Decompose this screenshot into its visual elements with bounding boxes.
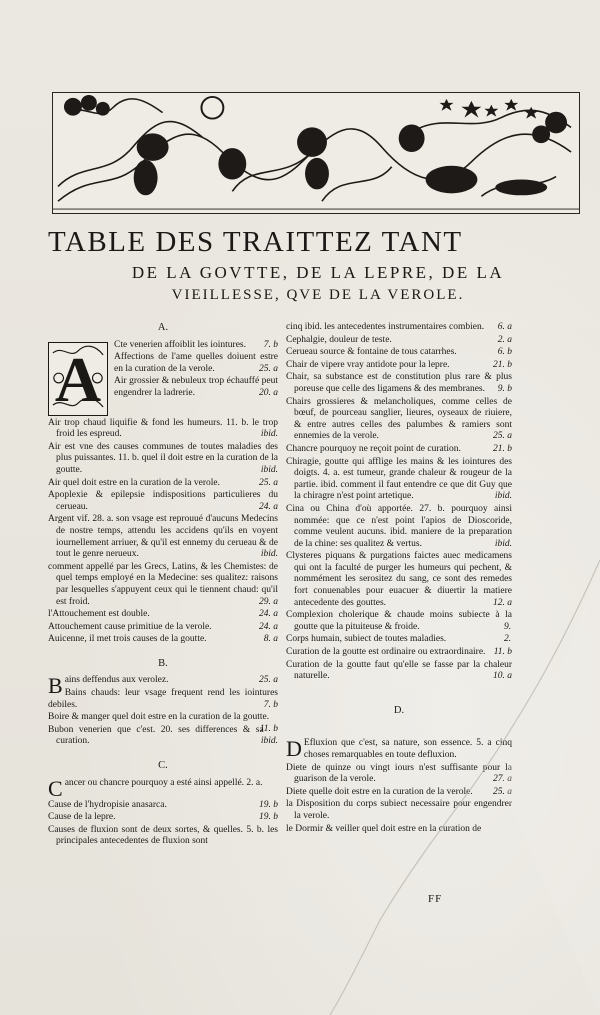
index-entry: Chair, sa substance est de constitution plus rare & plus poreuse que celle des ligamens & des membranes. 9. b [286,372,512,394]
section-d [286,738,512,762]
index-entry: la Disposition du corps subiect necessaire pour engendrer la verole. [286,799,512,821]
index-entry: Air quel doit estre en la curation de la verole. 25. a [48,477,278,488]
index-entry: Diete de quinze ou vingt iours n'est suffisante pour la guarison de la verole. 27. a [286,762,512,785]
index-entry: Auicenne, il met trois causes de la goutte. 8. a [48,634,278,645]
index-entry: Cause de la lepre. 19. b [48,812,278,823]
section-c [48,775,278,801]
index-entry: Apoplexie & epilepsie indispositions particulieres du cerueau. 24. a [48,490,278,512]
title-line-3: VIEILLESSE, QVE DE LA VEROLE. [171,287,465,303]
index-right-column [286,322,512,836]
index-entry: Air grossier & nebuleux trop échauffé peut engendrer la ladrerie. 20. a [114,376,278,398]
index-left-column [48,318,278,849]
cherub-ornament-icon [53,93,579,213]
index-entry: ancer ou chancre pourquoy a esté ainsi appellé. 2. a. [64,777,263,788]
signature-mark: FF [428,893,443,905]
section-b [48,675,278,712]
index-entry: Cause de l'hydropisie anasarca. 19. b [48,799,278,810]
index-entry: le Dormir & veiller quel doit estre en la curation de [286,823,482,834]
index-entry: Bubon venerien que c'est. 20. ses differences & sa curation. ibid. [48,724,278,747]
title-line-2: DE LA GOVTTE, DE LA LEPRE, DE LA [131,263,505,282]
index-entry: comment appellé par les Grecs, Latins, & les Chemistes: de quel temps employé en la Medecine: ses qualitez: raisons par lesquelles s'appuyent ceux qui le tiennent chaud: qu'il est froid. 29. a [48,561,278,607]
index-entry: Curation de la goutte faut qu'elle se fasse par la chaleur naturelle. 10. a [286,659,512,682]
index-entry: Bains chauds: leur vsage frequent rend les iointures debiles. 7. b [48,688,278,710]
index-entry: ains deffendus aux verolez. 25. a [64,675,278,686]
index-entry: Diete quelle doit estre en la curation de la verole. 25. a [286,786,512,797]
initial-letter-a: A [54,343,102,415]
woodcut-headpiece [52,92,580,214]
index-entry: Air est vne des causes communes de toutes maladies des plus puissantes. 11. b. quel il doit estre en la curation de la goutte. ibid. [48,441,278,475]
index-entry: Efluxion que c'est, sa nature, son essence. 5. a cinq choses remarquables en toute defluxion. [303,738,512,760]
index-entry: Complexion cholerique & chaude moins subiecte à la goutte que la pituiteuse & froide. 9. [286,610,512,632]
index-entry: Chairs grossieres & melancholiques, comme celles de bœuf, de pourceau sanglier, lieures, oyseaux de riuiere, & entre autres celles des palumbes & ramiers sont ennemies de la verole. 25. a [286,396,512,442]
index-entry: Cephalgie, douleur de teste. 2. a [286,334,512,345]
index-entry: cinq ibid. les antecedentes instrumentaires combien. 6. a [286,322,512,332]
index-entry: Argent vif. 28. a. son vsage est reprouué d'aucuns Medecins de nostre temps, attendu les accidens qu'ils en voyent iournellement arriuer, & qu'il est ennemy du cerueau & de tout le genre nerueux. ibid. [48,514,278,560]
initial-letter-c: C [48,775,63,801]
index-entry: Chiragie, goutte qui afflige les mains & les iointures des doigts. 4. a. est tumeur, grande chaleur & rougeur de la partie. ibid. comment il faut entendre ce que dit Guy que la chiragre n'est point artetique. ibid. [286,456,512,502]
section-letter-a: A. [157,322,169,333]
index-entry: Air trop chaud liquifie & fond les humeurs. 11. b. le trop froid les espreud. ibid. [48,417,278,440]
index-entry: Cerueau source & fontaine de tous catarrhes. 6. b [286,347,512,358]
index-entry: Corps humain, subiect de toutes maladies. 2. [286,634,512,645]
initial-letter-d: D [286,736,302,762]
index-entry: Chair de vipere vray antidote pour la lepre. 21. b [286,359,512,370]
index-entry: l'Attouchement est double. 24. a [48,609,278,620]
index-entry: Cte venerien affoiblit les iointures. 7. b [114,339,278,350]
title-line-1: TABLE DES TRAITTEZ TANT [48,226,463,258]
initial-letter-b: B [48,673,63,699]
index-entry: Clysteres piquans & purgations faictes auec medicamens qui ont la faculté de purger les humeurs qui pechent, & nommément les serositez du sang, ce sont des remedes fort conuenables pour euacuer & diuertir la matiere antecedente des gouttes. 12. a [286,551,512,608]
index-entry: Chancre pourquoy ne reçoit point de curation. 21. b [286,443,512,454]
section-letter-b: B. [158,657,168,669]
index-entry: Causes de fluxion sont de deux sortes, & quelles. 5. b. les principales antecedentes de fluxion sont [48,824,278,847]
section-a [48,340,278,418]
index-entry: Boire & manger quel doit estre en la curation de la goutte. 11. b [48,712,278,734]
index-entry: Curation de la goutte est ordinaire ou extraordinaire. 11. b [286,647,512,658]
index-entry: Attouchement cause primitiue de la verole. 24. a [48,621,278,632]
index-entry: Affections de l'ame quelles doiuent estre en la curation de la verole. 25. a [114,352,278,374]
index-entry: Cina ou China d'où apportée. 27. b. pourquoy ainsi nommée: que ce n'est point l'apios de Dioscoride, comme veulent aucuns. ibid. maniere de la preparation de la chine: ses qualitez & vertus. ibid. [286,503,512,549]
section-letter-c: C. [158,760,168,772]
section-letter-d: D. [393,704,405,716]
